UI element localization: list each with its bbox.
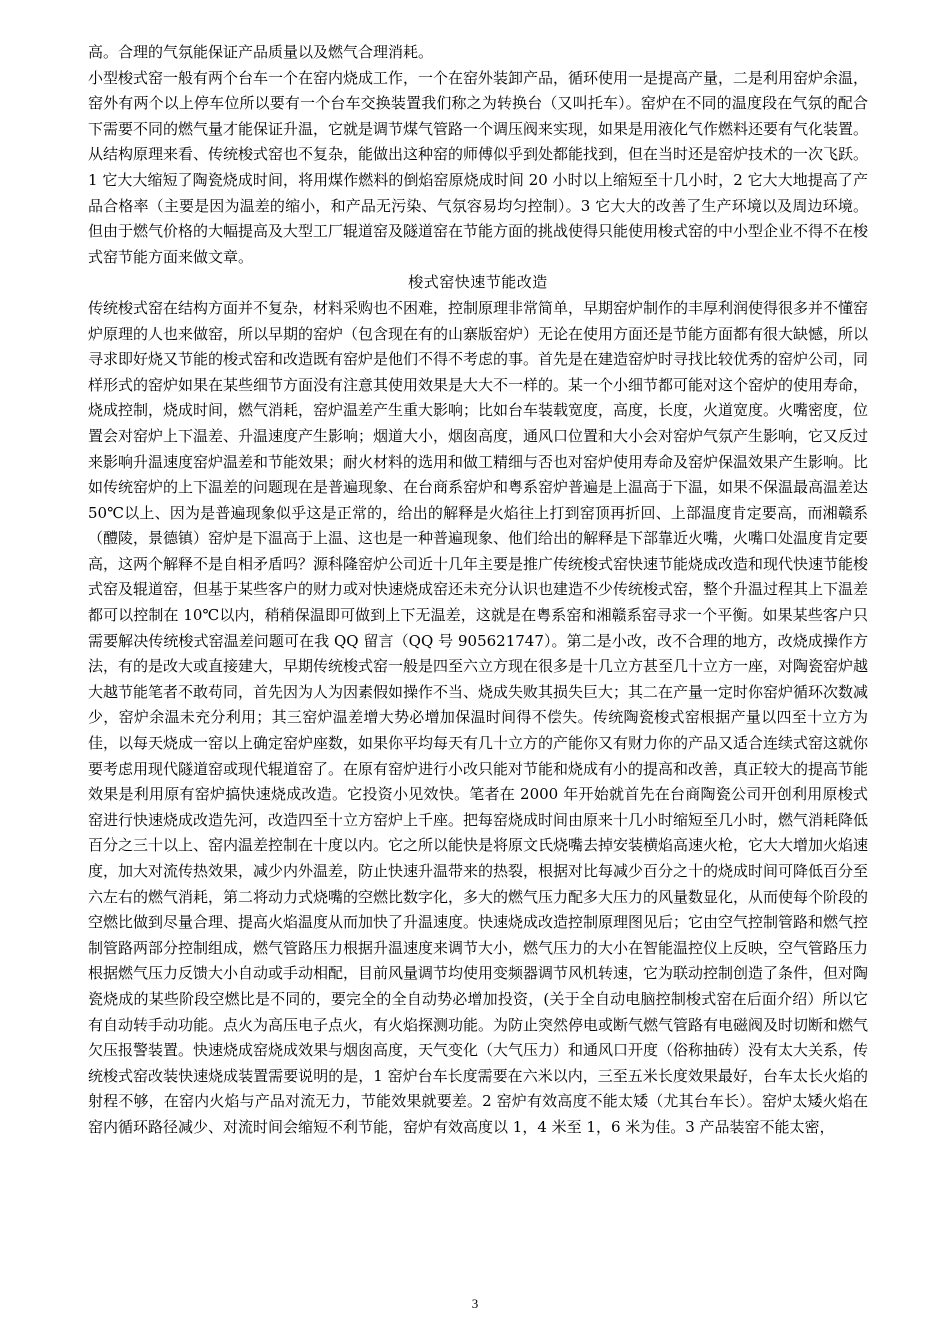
- body-paragraph: 高。合理的气氛能保证产品质量以及燃气合理消耗。: [88, 43, 434, 61]
- document-page: [88, 40, 868, 1141]
- section-heading: 梭式窑快速节能改造: [408, 273, 548, 292]
- page-number: 3: [471, 1296, 479, 1311]
- body-paragraph: 小型梭式窑一般有两个台车一个在窑内烧成工作，一个在窑外装卸产品，循环使用一是提高产量，二是利用窑炉余温，窑外有两个以上停车位所以要有一个台车交换装置我们称之为转换台（又叫托车）。窑炉在不同的温度段在气氛的配合下需要不同的燃气量才能保证升温，它就是调节煤气管路一个调压阀来实现，如果是用液化气作燃料还要有气化装置。从结构原理来看、传统梭式窑也不复杂，能做出这种窑的师傅似乎到处都能找到，但在当时还是窑炉技术的一次飞跃。1 它大大缩短了陶瓷烧成时间，将用煤作燃料的倒焰窑原烧成时间 20 小时以上缩短至十几小时，2 它大大地提高了产品合格率（主要是因为温差的缩小，和产品无污染、气氛容易均匀控制）。3 它大大的改善了生产环境以及周边环境。但由于燃气价格的大幅提高及大型工厂辊道窑及隧道窑在节能方面的挑战使得只能使用梭式窑的中小型企业不得不在梭式窑节能方面来做文章。: [88, 68, 869, 266]
- body-paragraph: 传统梭式窑在结构方面并不复杂，材料采购也不困难，控制原理非常简单，早期窑炉制作的丰厚利润使得很多并不懂窑炉原理的人也来做窑，所以早期的窑炉（包含现在有的山寨版窑炉）无论在使用方面还是节能方面都有很大缺憾，所以寻求即好烧又节能的梭式窑和改造既有窑炉是他们不得不考虑的事。首先是在建造窑炉时寻找比较优秀的窑炉公司，同样形式的窑炉如果在某些细节方面没有注意其使用效果是大大不一样的。某一个小细节都可能对这个窑炉的使用寿命，烧成控制，烧成时间，燃气消耗，窑炉温差产生重大影响；比如台车装载宽度，高度，长度，火道宽度。火嘴密度，位置会对窑炉上下温差、升温速度产生影响；烟道大小，烟囱高度，通风口位置和大小会对窑炉气氛产生影响，它又反过来影响升温速度窑炉温差和节能效果；耐火材料的选用和做工精细与否也对窑炉使用寿命及窑炉保温效果产生影响。比如传统窑炉的上下温差的问题现在是普遍现象、在台商系窑炉和粤系窑炉普遍是上温高于下温，如果不保温最高温差达 50℃以上、因为是普遍现象似乎这是正常的，给出的解释是火焰往上打到窑顶再折回、上部温度肯定要高，而湘赣系（醴陵，景德镇）窑炉是下温高于上温、这也是一种普遍现象、他们给出的解释是下部靠近火嘴，火嘴口处温度肯定要高，这两个解释不是自相矛盾吗？源科隆窑炉公司近十几年主要是推广传统梭式窑快速节能烧成改造和现代快速节能梭式窑及辊道窑，但基于某些客户的财力或对快速烧成窑还未充分认识也建造不少传统梭式窑，整个升温过程其上下温差都可以控制在 10℃以内，稍稍保温即可做到上下无温差，这就是在粤系窑和湘赣系窑寻求一个平衡。如果某些客户只需要解决传统梭式窑温差问题可在我 QQ 留言（QQ 号 905621747）。第二是小改，改不合理的地方，改烧成操作方法，有的是改大或直接建大，早期传统梭式窑一般是四至六立方现在很多是十几立方甚至几十立方一座，对陶瓷窑炉越大越节能笔者不敢苟同，首先因为人为因素假如操作不当、烧成失败其损失巨大；其二在产量一定时你窑炉循环次数减少，窑炉余温未充分利用；其三窑炉温差增大势必增加保温时间得不偿失。传统陶瓷梭式窑根据产量以四至十立方为佳，以每天烧成一窑以上确定窑炉座数，如果你平均每天有几十立方的产能你又有财力你的产品又适合连续式窑这就你要考虑用现代隧道窑或现代辊道窑了。在原有窑炉进行小改只能对节能和烧成有小的提高和改善，真正较大的提高节能效果是利用原有窑炉搞快速烧成改造。它投资小见效快。笔者在 2000 年开始就首先在台商陶瓷公司开创利用原梭式窑进行快速烧成改造先河，改造四至十立方窑炉上千座。把每窑烧成时间由原来十几小时缩短至几小时，燃气消耗降低百分之三十以上、窑内温差控制在十度以内。它之所以能快是将原文氏烧嘴去掉安装横焰高速火枪，它大大增加火焰速度，加大对流传热效果，减少内外温差，防止快速升温带来的热裂，根据对比每减少百分之十的烧成时间可降低百分至六左右的燃气消耗，第二将动力式烧嘴的空燃比数字化，多大的燃气压力配多大压力的风量数显化，从而使每个阶段的空燃比做到尽量合理、提高火焰温度从而加快了升温速度。快速烧成改造控制原理图见后；它由空气控制管路和燃气控制管路两部分控制组成，燃气管路压力根据升温速度来调节大小，燃气压力的大小在智能温控仪上反映，空气管路压力根据燃气压力反馈大小自动或手动相配，目前风量调节均使用变频器调节风机转速，它为联动控制创造了条件，但对陶瓷烧成的某些阶段空燃比是不同的，要完全的全自动势必增加投资，(关于全自动电脑控制梭式窑在后面介绍）所以它有自动转手动功能。点火为高压电子点火，有火焰探测功能。为防止突然停电或断气燃气管路有电磁阀及时切断和燃气欠压报警装置。快速烧成窑烧成效果与烟囱高度，天气变化（大气压力）和通风口开度（俗称抽砖）没有太大关系，传统梭式窑改装快速烧成装置需要说明的是，1 窑炉台车长度需要在六米以内，三至五米长度效果最好，台车太长火焰的射程不够，在窑内火焰与产品对流无力，节能效果就要差。2 窑炉有效高度不能太矮（尤其台车长）。窑炉太矮火焰在窑内循环路径减少、对流时间会缩短不利节能，窑炉有效高度以 1，4 米至 1，6 米为佳。3 产品装窑不能太密，: [88, 298, 869, 1136]
